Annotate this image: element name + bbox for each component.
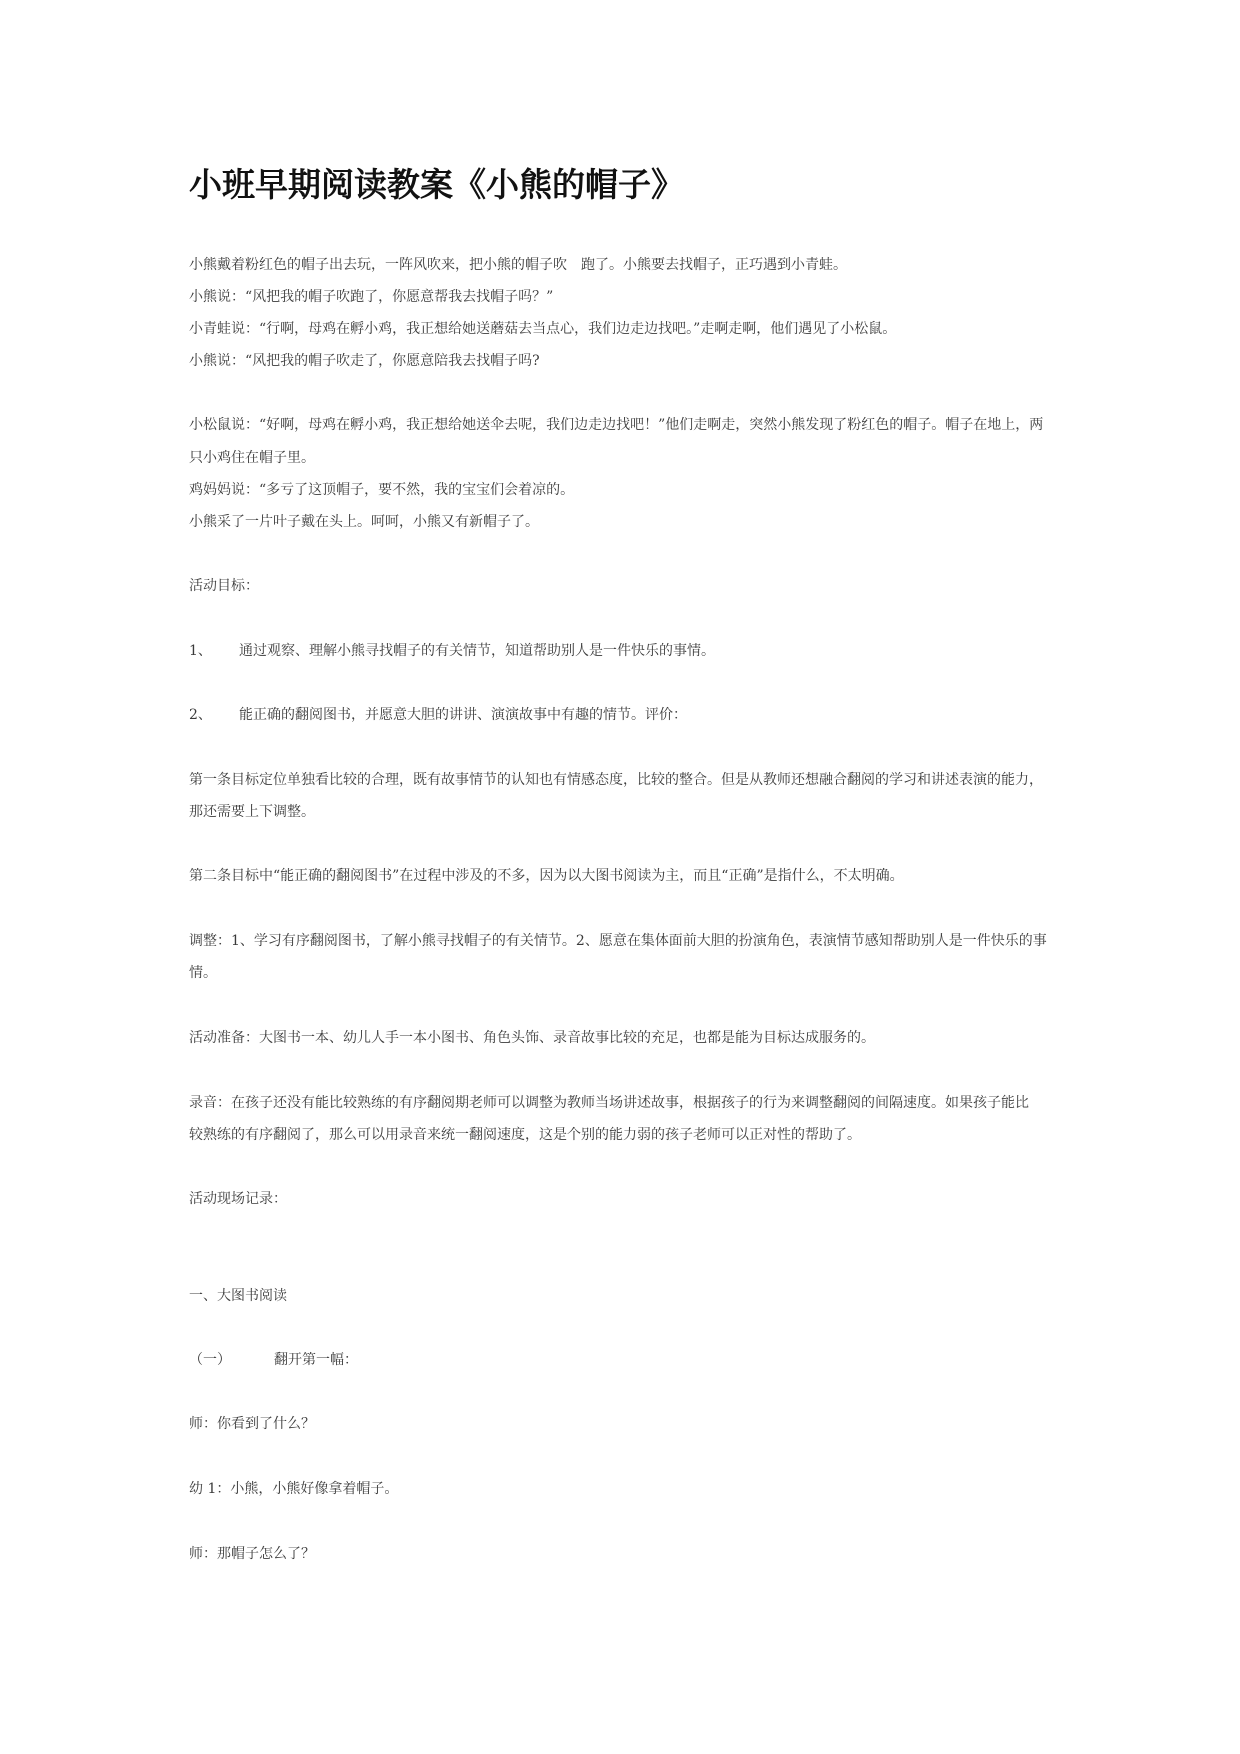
story-paragraph: 小熊说：“风把我的帽子吹跑了，你愿意帮我去找帽子吗？” — [189, 289, 554, 305]
subsection-text: 翻开第一幅： — [274, 1352, 358, 1368]
page-title: 小班早期阅读教案《小熊的帽子》 — [189, 165, 684, 204]
goal-number: 2、 — [189, 707, 212, 723]
story-paragraph: 小青蛙说：“行啊，母鸡在孵小鸡，我正想给她送蘑菇去当点心，我们边走边找吧。”走啊走啊，他们遇见了小松鼠。 — [189, 321, 897, 337]
evaluation-paragraph: 第二条目标中“能正确的翻阅图书”在过程中涉及的不多，因为以大图书阅读为主，而且“正确”是指什么，不太明确。 — [189, 868, 904, 884]
record-heading: 活动现场记录： — [189, 1191, 287, 1207]
subsection-number: （一） — [189, 1352, 231, 1368]
evaluation-paragraph: 第一条目标定位单独看比较的合理，既有故事情节的认知也有情感态度，比较的整合。但是从教师还想融合翻阅的学习和讲述表演的能力， — [189, 772, 1043, 788]
story-paragraph: 小熊说：“风把我的帽子吹走了，你愿意陪我去找帽子吗? — [189, 353, 540, 369]
evaluation-paragraph: 那还需要上下调整。 — [189, 804, 315, 820]
story-paragraph: 小熊采了一片叶子戴在头上。呵呵，小熊又有新帽子了。 — [189, 514, 539, 530]
goals-heading: 活动目标： — [189, 578, 259, 594]
adjustment-paragraph: 情。 — [189, 965, 217, 981]
goal-text: 通过观察、理解小熊寻找帽子的有关情节，知道帮助别人是一件快乐的事情。 — [239, 643, 715, 659]
preparation-paragraph: 活动准备：大图书一本、幼儿人手一本小图书、角色头饰、录音故事比较的充足，也都是能为目标达成服务的。 — [189, 1030, 875, 1046]
audio-paragraph: 录音：在孩子还没有能比较熟练的有序翻阅期老师可以调整为教师当场讲述故事，根据孩子的行为来调整翻阅的间隔速度。如果孩子能比 — [189, 1095, 1029, 1111]
audio-paragraph: 较熟练的有序翻阅了，那么可以用录音来统一翻阅速度，这是个别的能力弱的孩子老师可以正对性的帮助了。 — [189, 1127, 861, 1143]
dialogue-line: 幼 1：小熊，小熊好像拿着帽子。 — [189, 1481, 399, 1497]
section-heading: 一、大图书阅读 — [189, 1288, 287, 1304]
goal-text: 能正确的翻阅图书，并愿意大胆的讲讲、演演故事中有趣的情节。评价： — [239, 707, 687, 723]
adjustment-paragraph: 调整：1、学习有序翻阅图书，了解小熊寻找帽子的有关情节。2、愿意在集体面前大胆的扮演角色，表演情节感知帮助别人是一件快乐的事 — [189, 933, 1047, 949]
story-paragraph: 小松鼠说：“好啊，母鸡在孵小鸡，我正想给她送伞去呢，我们边走边找吧！”他们走啊走，突然小熊发现了粉红色的帽子。帽子在地上，两 — [189, 417, 1044, 433]
story-paragraph: 小熊戴着粉红色的帽子出去玩，一阵风吹来，把小熊的帽子吹 跑了。小熊要去找帽子，正巧遇到小青蛙。 — [189, 257, 847, 273]
dialogue-line: 师：你看到了什么？ — [189, 1416, 315, 1432]
story-paragraph: 鸡妈妈说：“多亏了这顶帽子，要不然，我的宝宝们会着凉的。 — [189, 482, 575, 498]
dialogue-line: 师：那帽子怎么了？ — [189, 1546, 315, 1562]
story-paragraph: 只小鸡住在帽子里。 — [189, 450, 315, 466]
goal-number: 1、 — [189, 643, 212, 659]
